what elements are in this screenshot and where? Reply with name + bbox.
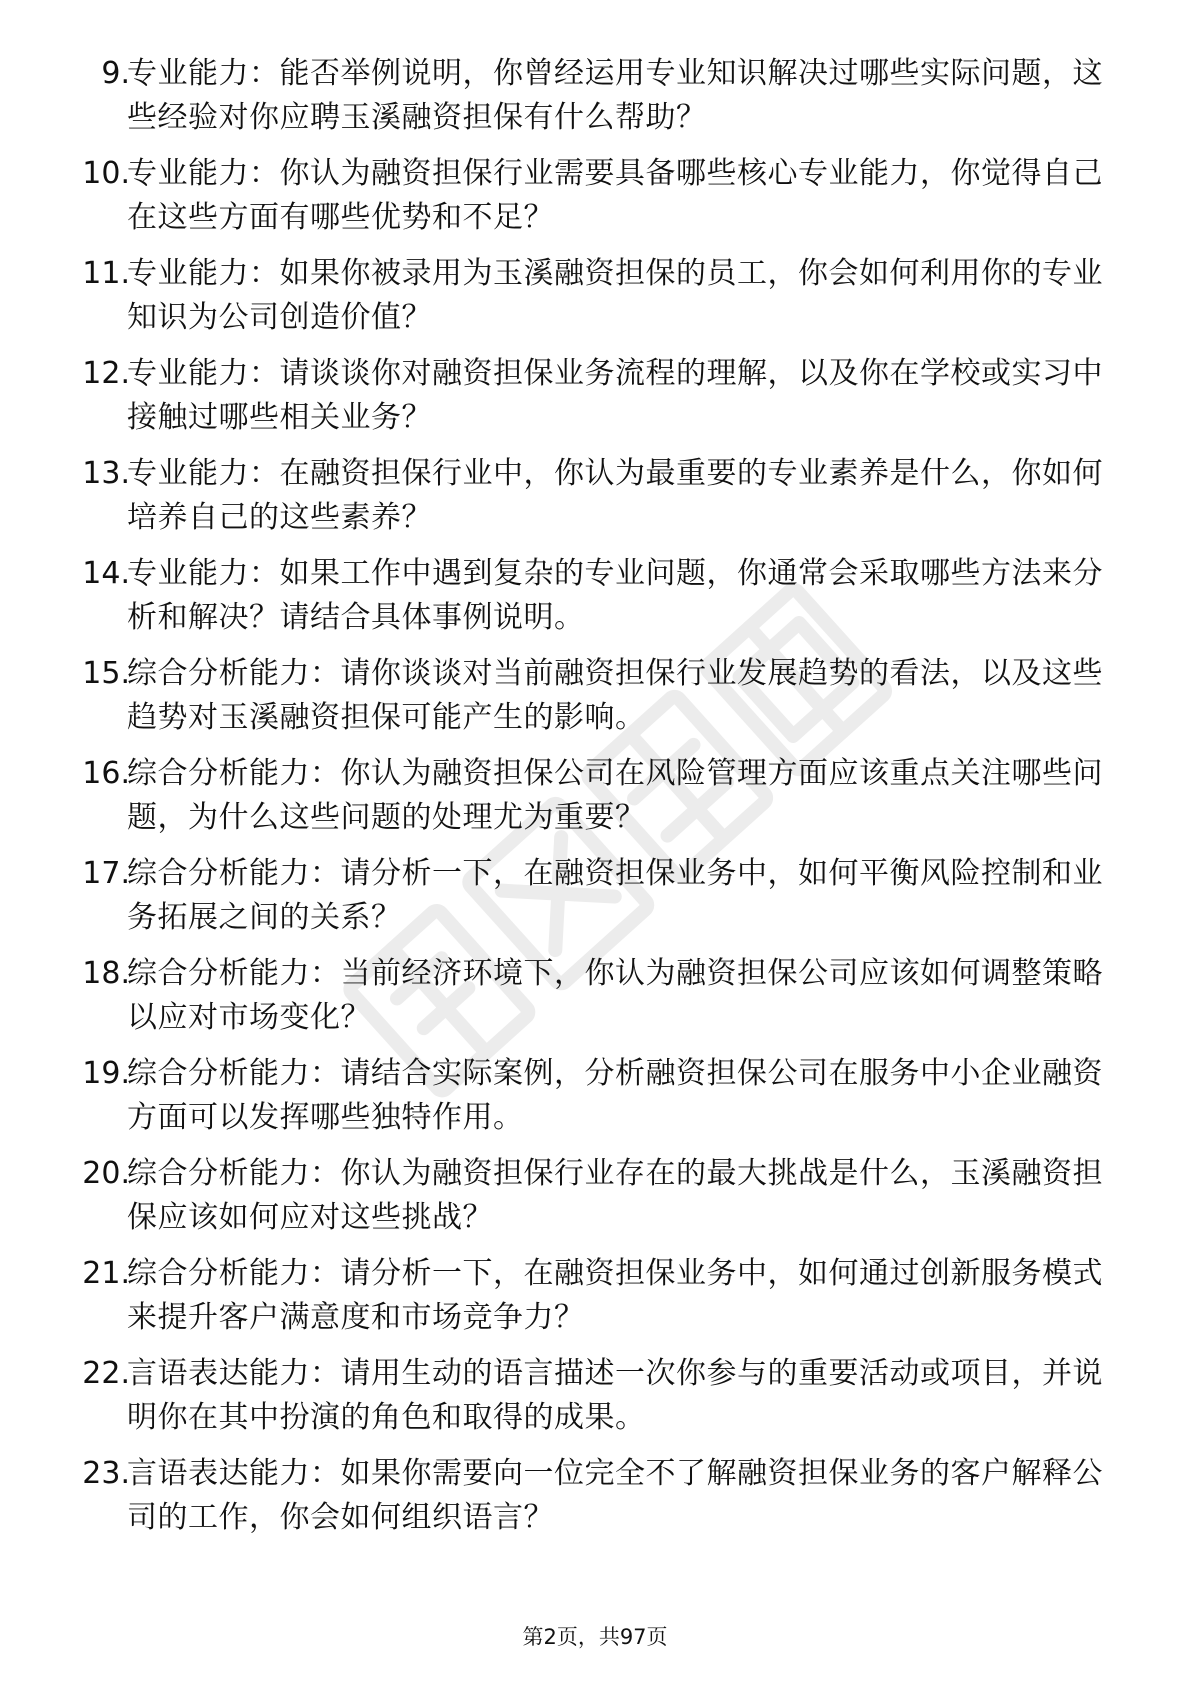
- list-item: [0, 1052, 1190, 1152]
- list-item: [0, 652, 1190, 752]
- question-number: 16.: [82, 756, 130, 791]
- page-footer: 第2页，共97页: [522, 1625, 668, 1649]
- list-item: [0, 152, 1190, 252]
- list-item: [0, 1252, 1190, 1352]
- question-number: 11.: [82, 256, 130, 291]
- question-number: 19.: [82, 1056, 130, 1091]
- list-item: [0, 1152, 1190, 1252]
- question-list: [0, 52, 1190, 1552]
- question-number: 13.: [82, 456, 130, 491]
- question-number: 17.: [82, 856, 130, 891]
- question-text: 综合分析能力：你认为融资担保行业存在的最大挑战是什么，玉溪融资担保应该如何应对这些挑战？: [127, 1156, 1103, 1235]
- question-number: 22.: [82, 1356, 130, 1391]
- question-text: 专业能力：能否举例说明，你曾经运用专业知识解决过哪些实际问题，这些经验对你应聘玉溪融资担保有什么帮助？: [127, 56, 1103, 135]
- question-text: 综合分析能力：请你谈谈对当前融资担保行业发展趋势的看法，以及这些趋势对玉溪融资担保可能产生的影响。: [127, 656, 1103, 735]
- question-text: 综合分析能力：你认为融资担保公司在风险管理方面应该重点关注哪些问题，为什么这些问题的处理尤为重要？: [127, 756, 1103, 835]
- question-number: 14.: [82, 556, 130, 591]
- list-item: [0, 852, 1190, 952]
- question-text: 专业能力：在融资担保行业中，你认为最重要的专业素养是什么，你如何培养自己的这些素养？: [127, 456, 1103, 535]
- question-text: 言语表达能力：请用生动的语言描述一次你参与的重要活动或项目，并说明你在其中扮演的角色和取得的成果。: [127, 1356, 1103, 1435]
- question-text: 专业能力：如果工作中遇到复杂的专业问题，你通常会采取哪些方法来分析和解决？请结合具体事例说明。: [127, 556, 1103, 635]
- question-number: 9.: [101, 56, 130, 91]
- question-text: 专业能力：如果你被录用为玉溪融资担保的员工，你会如何利用你的专业知识为公司创造价值？: [127, 256, 1103, 335]
- list-item: [0, 52, 1190, 152]
- list-item: [0, 1352, 1190, 1452]
- question-number: 20.: [82, 1156, 130, 1191]
- question-number: 21.: [82, 1256, 130, 1291]
- list-item: [0, 552, 1190, 652]
- question-text: 专业能力：你认为融资担保行业需要具备哪些核心专业能力，你觉得自己在这些方面有哪些优势和不足？: [127, 156, 1103, 235]
- question-number: 10.: [82, 156, 130, 191]
- question-text: 综合分析能力：请分析一下，在融资担保业务中，如何通过创新服务模式来提升客户满意度和市场竞争力？: [127, 1256, 1103, 1335]
- list-item: [0, 752, 1190, 852]
- question-text: 综合分析能力：当前经济环境下，你认为融资担保公司应该如何调整策略以应对市场变化？: [127, 956, 1103, 1035]
- question-number: 12.: [82, 356, 130, 391]
- list-item: [0, 252, 1190, 352]
- question-text: 综合分析能力：请结合实际案例，分析融资担保公司在服务中小企业融资方面可以发挥哪些独特作用。: [127, 1056, 1103, 1135]
- question-number: 18.: [82, 956, 130, 991]
- list-item: [0, 1452, 1190, 1552]
- question-number: 23.: [82, 1456, 130, 1491]
- question-text: 综合分析能力：请分析一下，在融资担保业务中，如何平衡风险控制和业务拓展之间的关系？: [127, 856, 1103, 935]
- list-item: [0, 952, 1190, 1052]
- list-item: [0, 352, 1190, 452]
- question-text: 专业能力：请谈谈你对融资担保业务流程的理解，以及你在学校或实习中接触过哪些相关业务？: [127, 356, 1103, 435]
- question-text: 言语表达能力：如果你需要向一位完全不了解融资担保业务的客户解释公司的工作，你会如何组织语言？: [127, 1456, 1103, 1535]
- question-number: 15.: [82, 656, 130, 691]
- list-item: [0, 452, 1190, 552]
